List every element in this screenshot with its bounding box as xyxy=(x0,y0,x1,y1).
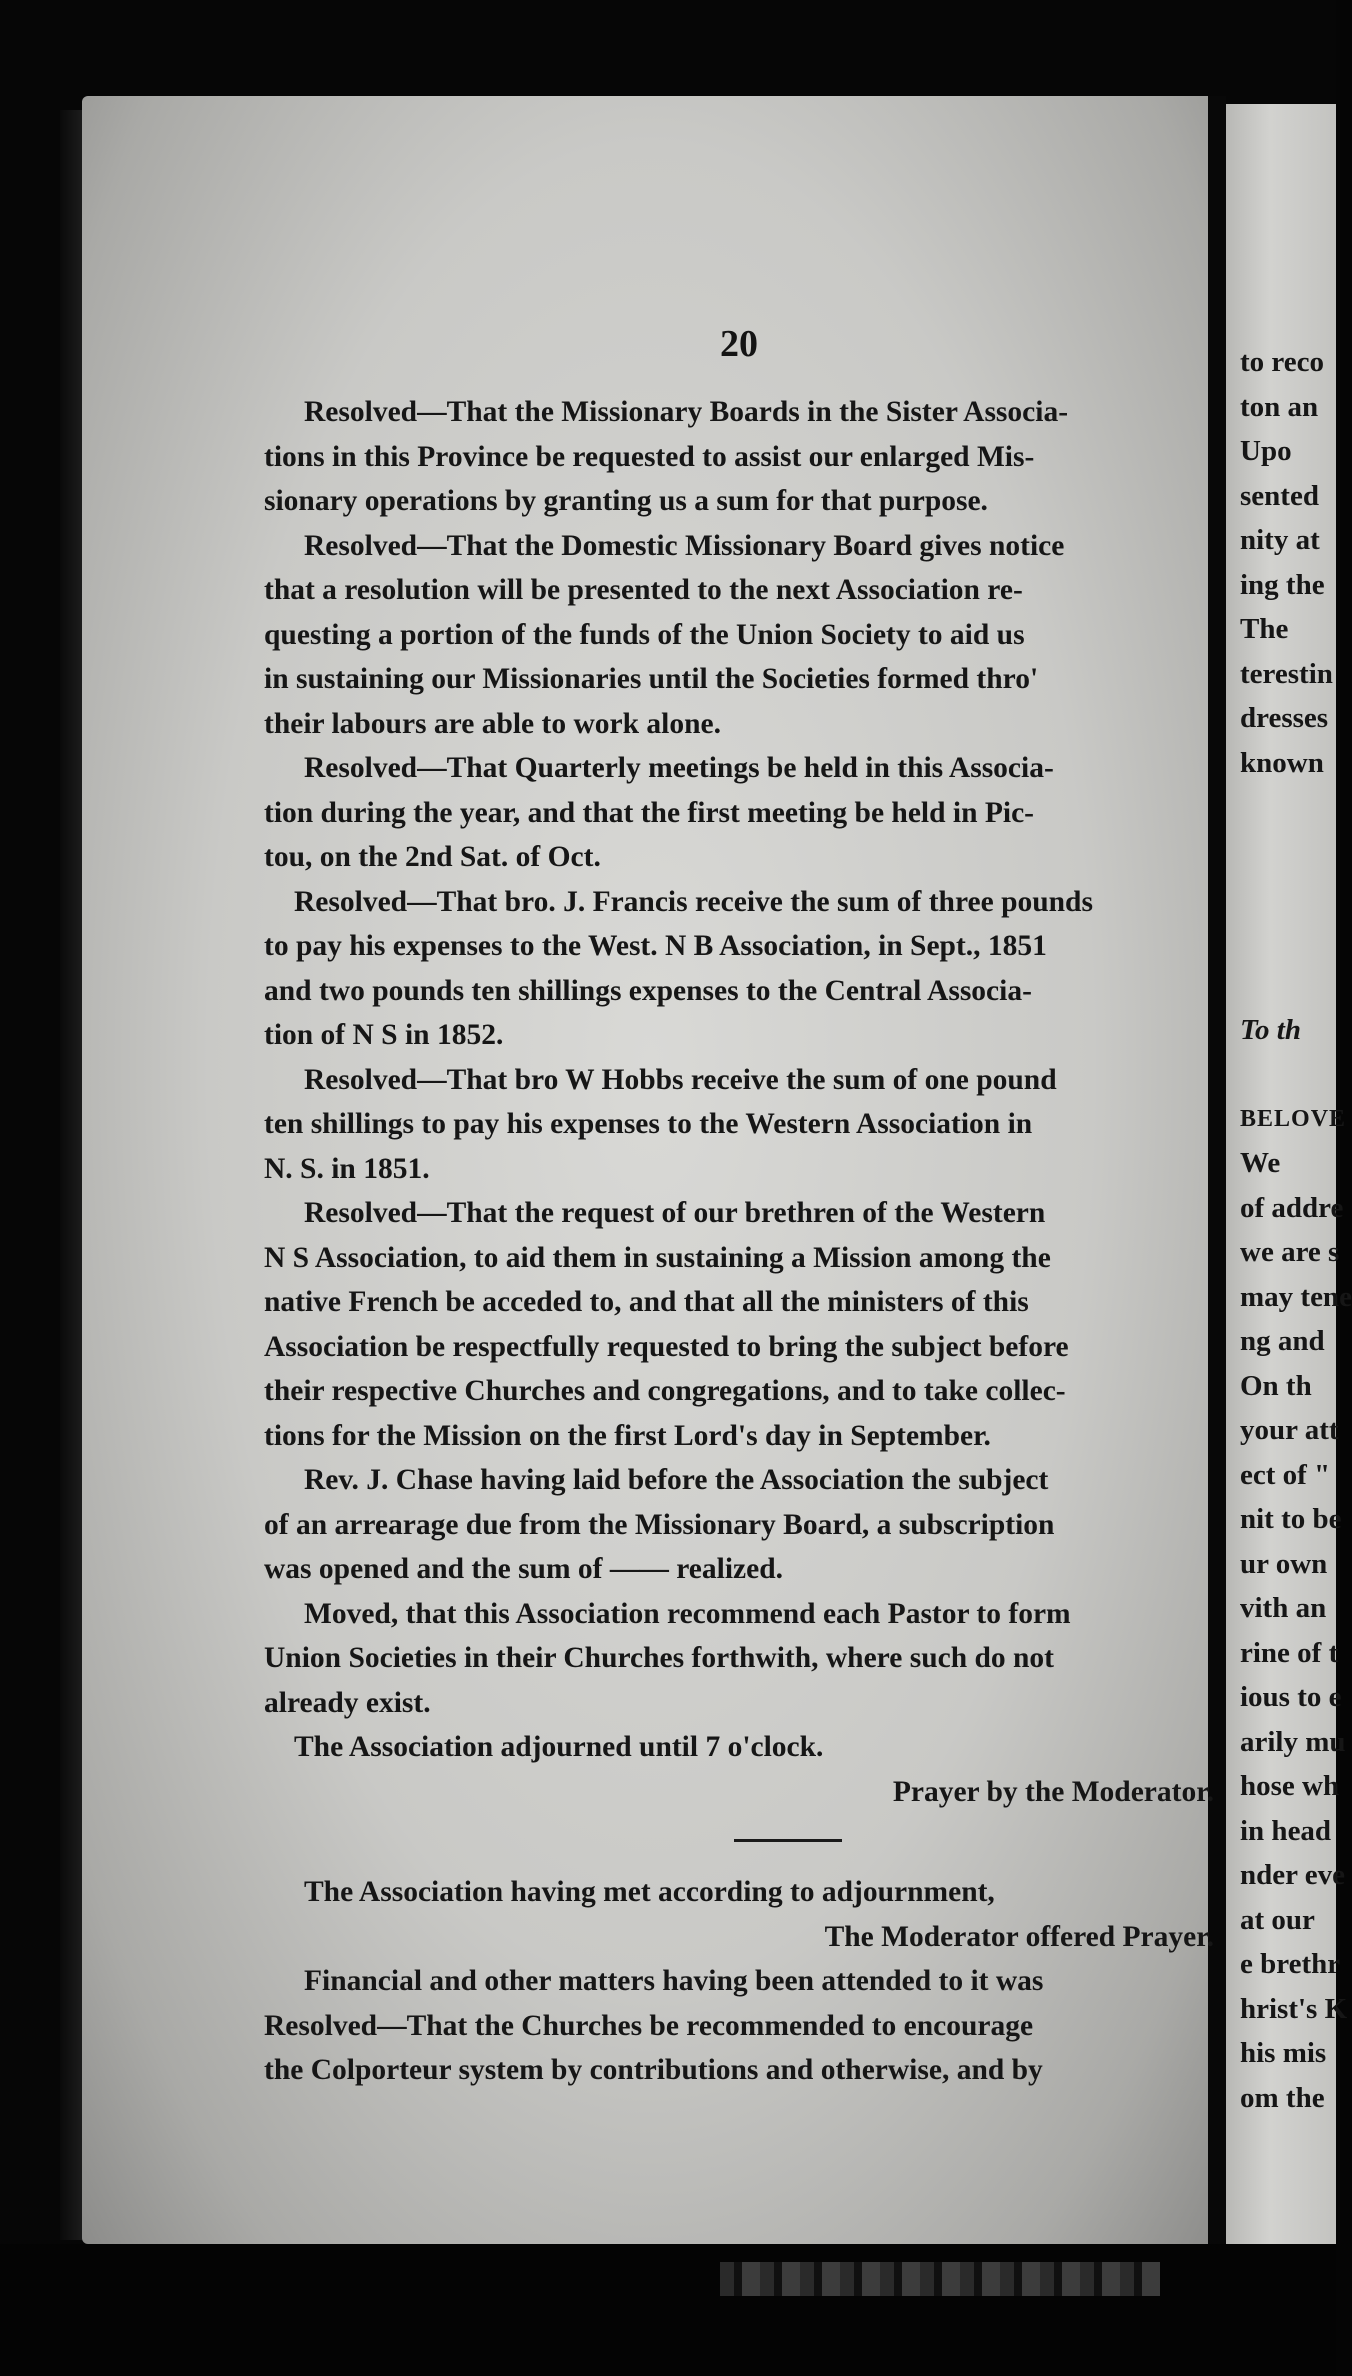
moderator-prayer-line: The Moderator offered Prayer. xyxy=(824,1920,1214,1953)
text-line: to pay his expenses to the West. N B Association, in Sept., 1851 xyxy=(264,930,1047,962)
text-line: tions for the Mission on the first Lord's day in September. xyxy=(264,1419,991,1452)
fragment-heading: To th xyxy=(1240,1013,1301,1046)
fragment-line: ur own xyxy=(1240,1547,1328,1580)
fragment-line: vith an xyxy=(1240,1592,1327,1624)
fragment-salutation: BELOVE xyxy=(1240,1105,1347,1132)
fragment-line: nit to be xyxy=(1240,1503,1342,1535)
text-line: Rev. J. Chase having laid before the Association the subject xyxy=(304,1464,1049,1496)
text-line: Resolved—That the Domestic Missionary Board gives notice xyxy=(304,529,1065,562)
text-line: of an arrearage due from the Missionary Board, a subscription xyxy=(264,1508,1055,1541)
text-line: N. S. in 1851. xyxy=(264,1152,430,1185)
fragment-line: nder eve xyxy=(1240,1859,1345,1891)
text-line: that a resolution will be presented to the next Association re- xyxy=(264,574,1023,606)
fragment-line: dresses xyxy=(1240,702,1329,734)
prayer-line: Prayer by the Moderator. xyxy=(892,1775,1214,1808)
text-line: Association be respectfully requested to bring the subject before xyxy=(264,1330,1069,1363)
left-column-text xyxy=(264,390,1224,2093)
text-line: ten shillings to pay his expenses to the Western Association in xyxy=(264,1108,1033,1140)
fragment-line: ect of " xyxy=(1240,1458,1331,1491)
fragment-line: ious to e xyxy=(1240,1681,1342,1713)
text-line: The Association having met according to adjournment, xyxy=(304,1876,995,1908)
text-line: Resolved—That the Churches be recommended to encourage xyxy=(264,2009,1034,2042)
text-line: was opened and the sum of —— realized. xyxy=(264,1553,784,1585)
text-line: tou, on the 2nd Sat. of Oct. xyxy=(264,841,601,873)
fragment-line: we are s xyxy=(1240,1236,1340,1268)
text-line: tions in this Province be requested to assist our enlarged Mis- xyxy=(264,440,1035,473)
fragment-line: hrist's K xyxy=(1240,1992,1348,2025)
text-line: and two pounds ten shillings expenses to the Central Associa- xyxy=(264,974,1032,1007)
text-line: Moved, that this Association recommend each Pastor to form xyxy=(304,1597,1071,1630)
fragment-line: We xyxy=(1240,1147,1281,1179)
fragment-line: nity at xyxy=(1240,524,1320,556)
fragment-line: hose wh xyxy=(1240,1770,1340,1802)
fragment-line: om the xyxy=(1240,2081,1325,2114)
fragment-line: ing the xyxy=(1240,568,1325,601)
fragment-line: rine of t xyxy=(1240,1636,1339,1669)
text-line: native French be acceded to, and that all the ministers of this xyxy=(264,1286,1029,1318)
text-line: questing a portion of the funds of the Union Society to aid us xyxy=(264,618,1025,651)
fragment-line: e brethr xyxy=(1240,1948,1341,1980)
text-line: sionary operations by granting us a sum for that purpose. xyxy=(264,485,988,517)
text-line: Financial and other matters having been attended to it was xyxy=(304,1965,1044,1997)
fragment-line: your att xyxy=(1240,1414,1339,1446)
fragment-line: terestin xyxy=(1240,657,1333,690)
fragment-line: arily mu xyxy=(1240,1725,1346,1758)
text-line: Resolved—That bro W Hobbs receive the sum of one pound xyxy=(304,1063,1057,1096)
text-line: tion of N S in 1852. xyxy=(264,1019,504,1051)
bottom-ink-smudge xyxy=(720,2262,1160,2296)
fragment-line: On th xyxy=(1240,1369,1312,1402)
text-line: their respective Churches and congregations, and to take collec- xyxy=(264,1375,1066,1407)
fragment-line: his mis xyxy=(1240,2037,1327,2069)
right-page-fragments xyxy=(1240,340,1350,2120)
fragment-line: Upo xyxy=(1240,435,1292,467)
fragment-line: at our xyxy=(1240,1903,1315,1936)
page-number: 20 xyxy=(720,323,758,365)
fragment-line: to reco xyxy=(1240,346,1324,378)
text-line: Resolved—That Quarterly meetings be held in this Associa- xyxy=(304,752,1054,784)
text-line: Resolved—That bro. J. Francis receive the sum of three pounds xyxy=(294,885,1093,918)
text-line: N S Association, to aid them in sustaining a Mission among the xyxy=(264,1241,1051,1274)
text-line: in sustaining our Missionaries until the Societies formed thro' xyxy=(264,663,1039,695)
fragment-line: sented xyxy=(1240,479,1319,512)
fragment-line: known xyxy=(1240,746,1324,779)
text-line: their labours are able to work alone. xyxy=(264,707,721,740)
text-line: Resolved—That the Missionary Boards in the Sister Associa- xyxy=(304,396,1069,428)
text-line: Union Societies in their Churches forthwith, where such do not xyxy=(264,1642,1054,1674)
fragment-line: of addre xyxy=(1240,1191,1344,1224)
text-line: the Colporteur system by contributions and otherwise, and by xyxy=(264,2054,1043,2086)
section-divider-rule xyxy=(734,1839,842,1842)
fragment-line: may tene xyxy=(1240,1280,1352,1313)
text-line: The Association adjourned until 7 o'clock. xyxy=(294,1731,824,1763)
text-line: tion during the year, and that the first meeting be held in Pic- xyxy=(264,796,1034,829)
text-line: already exist. xyxy=(264,1686,431,1719)
fragment-line: in head xyxy=(1240,1814,1332,1847)
fragment-line: The xyxy=(1240,613,1289,645)
fragment-line: ng and xyxy=(1240,1325,1325,1357)
text-line: Resolved—That the request of our brethren of the Western xyxy=(304,1197,1046,1229)
fragment-line: ton an xyxy=(1240,390,1319,423)
